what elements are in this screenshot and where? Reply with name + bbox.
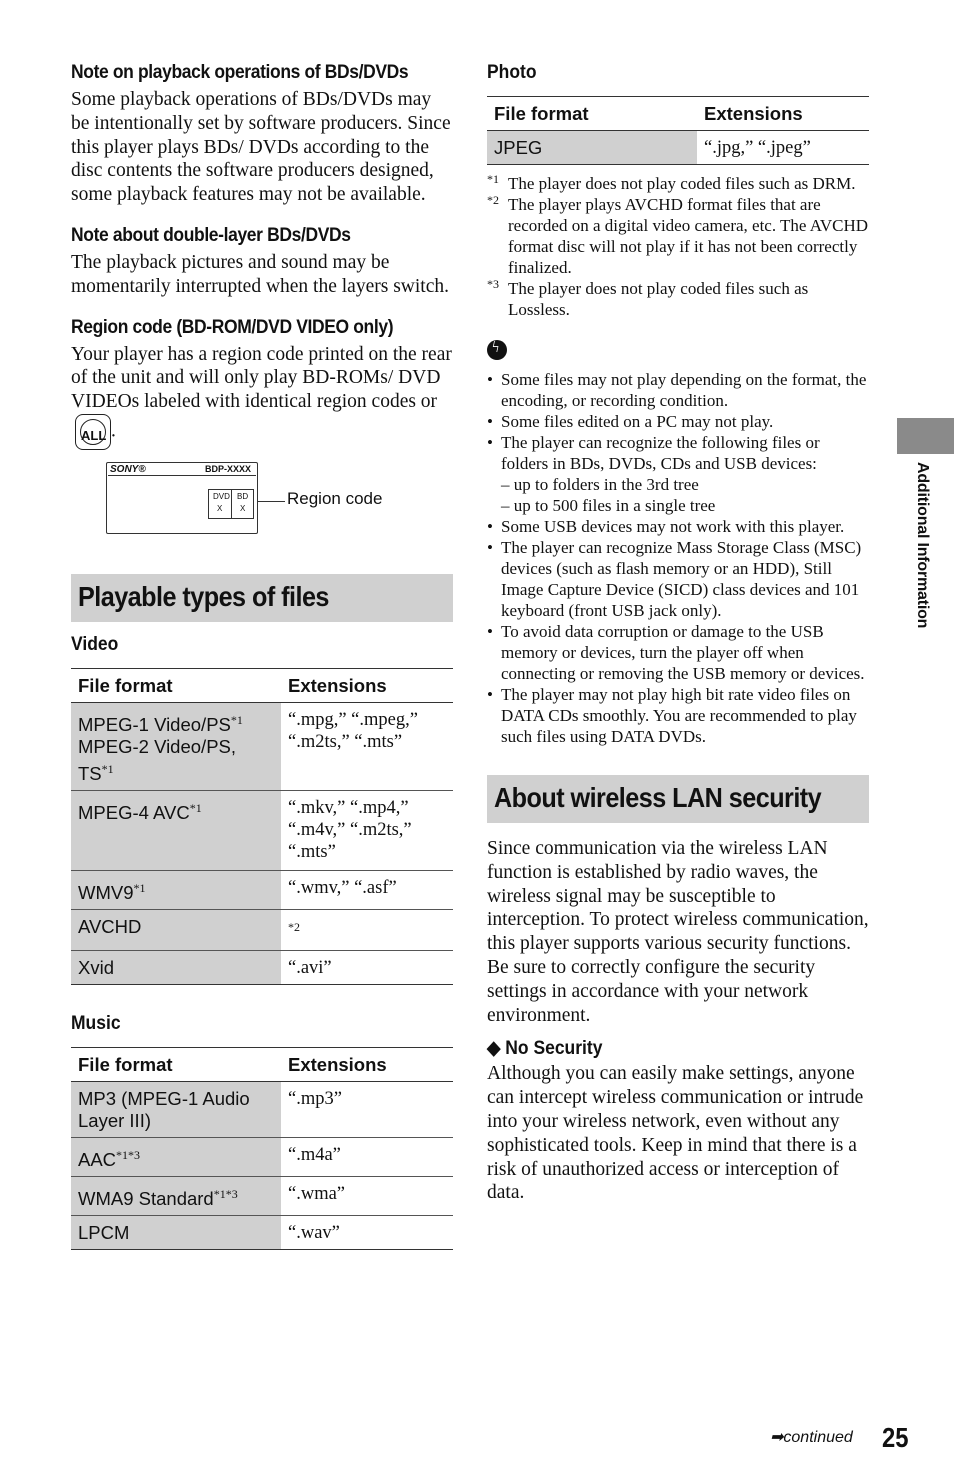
table-row: JPEG “.jpg,” “.jpeg” xyxy=(487,131,869,165)
table-row: WMA9 Standard$^{*1*3}$ “.wma” xyxy=(71,1176,453,1215)
note-body: The playback pictures and sound may be momentarily interrupted when the layers switch. xyxy=(71,251,449,297)
table-row: MP3 (MPEG-1 Audio Layer III) “.mp3” xyxy=(71,1081,453,1137)
list-item: • To avoid data corruption or damage to the USB memory or devices, turn the player off when connecting or removing the USB memory or devices. xyxy=(487,621,869,684)
note-heading: Note on playback operations of BDs/DVDs xyxy=(71,62,409,83)
table-row: AVCHD $^{*2}$ xyxy=(71,910,453,950)
video-heading: Video xyxy=(71,633,119,655)
period: . xyxy=(111,420,116,442)
list-item: – up to 500 files in a single tree xyxy=(501,496,716,515)
footnote: *3 The player does not play coded files such as Lossless. xyxy=(487,277,809,319)
list-item: – up to folders in the 3rd tree xyxy=(501,475,699,494)
list-item: • Some files edited on a PC may not play. xyxy=(487,411,869,432)
callout-line xyxy=(257,501,285,502)
col-header-extensions: Extensions xyxy=(281,1047,453,1081)
col-header-extensions: Extensions xyxy=(281,668,453,702)
side-label: Additional Information xyxy=(914,462,931,629)
brand-logo: SONY® xyxy=(110,463,146,475)
list-item: • The player may not play high bit rate video files on DATA CDs smoothly. You are recommended to play such files using DATA DVDs. xyxy=(487,684,869,747)
section-title: About wireless LAN security xyxy=(494,782,822,813)
region-col-dvd: DVD xyxy=(213,491,230,501)
no-security-body: Although you can easily make settings, anyone can intercept wireless communication or intrude into your wireless network, even without any sophisticated tools. Keep in mind that there is a risk of unauthorized access or interception of data. xyxy=(487,1063,864,1204)
note-body: Some playback operations of BDs/DVDs may be intentionally set by software producers. Since this player plays BDs/ DVDs according to the disc contents the software producers designed, some playback features may not be available. xyxy=(71,89,451,206)
right-column xyxy=(487,62,869,1223)
table-row: $AAC^{*1*3}$ “.m4a” xyxy=(71,1137,453,1176)
region-code-diagram xyxy=(71,458,453,550)
table-row: MPEG-4 AVC$^{*1}$ “.mkv,” “.mp4,” “.m4v,” “.m2ts,” “.mts” xyxy=(71,791,453,871)
table-row: LPCM “.wav” xyxy=(71,1215,453,1249)
list-item: • The player can recognize Mass Storage Class (MSC) devices (such as flash memory or an HDD), Still Image Capture Device (SICD) class devices and 101 keyboard (front USB jack only). xyxy=(487,537,869,621)
photo-heading: Photo xyxy=(487,62,537,83)
note-heading: Note about double-layer BDs/DVDs xyxy=(71,224,351,246)
footnotes xyxy=(487,173,869,320)
section-banner xyxy=(487,775,869,823)
region-val-dvd: X xyxy=(217,503,223,513)
music-heading: Music xyxy=(71,1012,121,1034)
no-security-heading: ◆ No Security xyxy=(487,1038,603,1060)
section-title: Playable types of files xyxy=(78,580,329,612)
col-header-format: File format xyxy=(487,97,697,131)
region-text: Your player has a region code printed on the rear of the unit and will only play BD-ROMs/ DVD VIDEOs labeled with identical region codes or xyxy=(71,343,452,413)
region-val-bd: X xyxy=(240,503,246,513)
player-rear-panel xyxy=(106,462,258,534)
note-body xyxy=(71,343,453,450)
table-row: Xvid “.avi” xyxy=(71,950,453,984)
footnote: *1 The player does not play coded files such as DRM. xyxy=(487,172,856,193)
list-item: • Some USB devices may not work with this player. xyxy=(487,516,869,537)
tips-list xyxy=(487,369,869,747)
table-row: WMV9$^{*1}$ “.wmv,” “.asf” xyxy=(71,871,453,910)
region-col-bd: BD xyxy=(237,491,249,501)
side-tab xyxy=(897,418,954,454)
tips-icon xyxy=(487,340,869,365)
music-table xyxy=(71,1047,453,1250)
list-item: • Some files may not play depending on the format, the encoding, or recording condition. xyxy=(487,369,869,411)
list-item: • The player can recognize the following files or folders in BDs, DVDs, CDs and USB devices: xyxy=(487,432,869,474)
continued-label: ➡continued xyxy=(770,1429,853,1446)
video-table xyxy=(71,668,453,985)
region-code-box xyxy=(208,489,254,519)
page-number: 25 xyxy=(882,1422,909,1453)
left-column xyxy=(71,62,453,1250)
region-code-label: Region code xyxy=(287,488,383,508)
table-row: MPEG-1 Video/PS$^{*1}$ MPEG-2 Video/PS, TS$^{*1}$ “.mpg,” “.mpeg,” “.m2ts,” “.mts” xyxy=(71,702,453,790)
region-all-icon: ALL xyxy=(75,414,111,450)
wireless-body: Since communication via the wireless LAN function is established by radio waves, the wireless signal may be susceptible to interception. To protect wireless communication, this player supports various security functions. Be sure to correctly configure the security settings in accordance with your network environment. xyxy=(487,838,869,1026)
section-banner xyxy=(71,574,453,622)
col-header-format: File format xyxy=(71,1047,281,1081)
note-heading: Region code (BD-ROM/DVD VIDEO only) xyxy=(71,316,394,338)
photo-table xyxy=(487,96,869,165)
footnote: *2 The player plays AVCHD format files that are recorded on a digital video camera, etc. The AVCHD format disc will not play if it has not been correctly finalized. xyxy=(487,193,869,277)
model-number: BDP-XXXX xyxy=(205,463,252,474)
col-header-extensions: Extensions xyxy=(697,97,869,131)
col-header-format: File format xyxy=(71,668,281,702)
